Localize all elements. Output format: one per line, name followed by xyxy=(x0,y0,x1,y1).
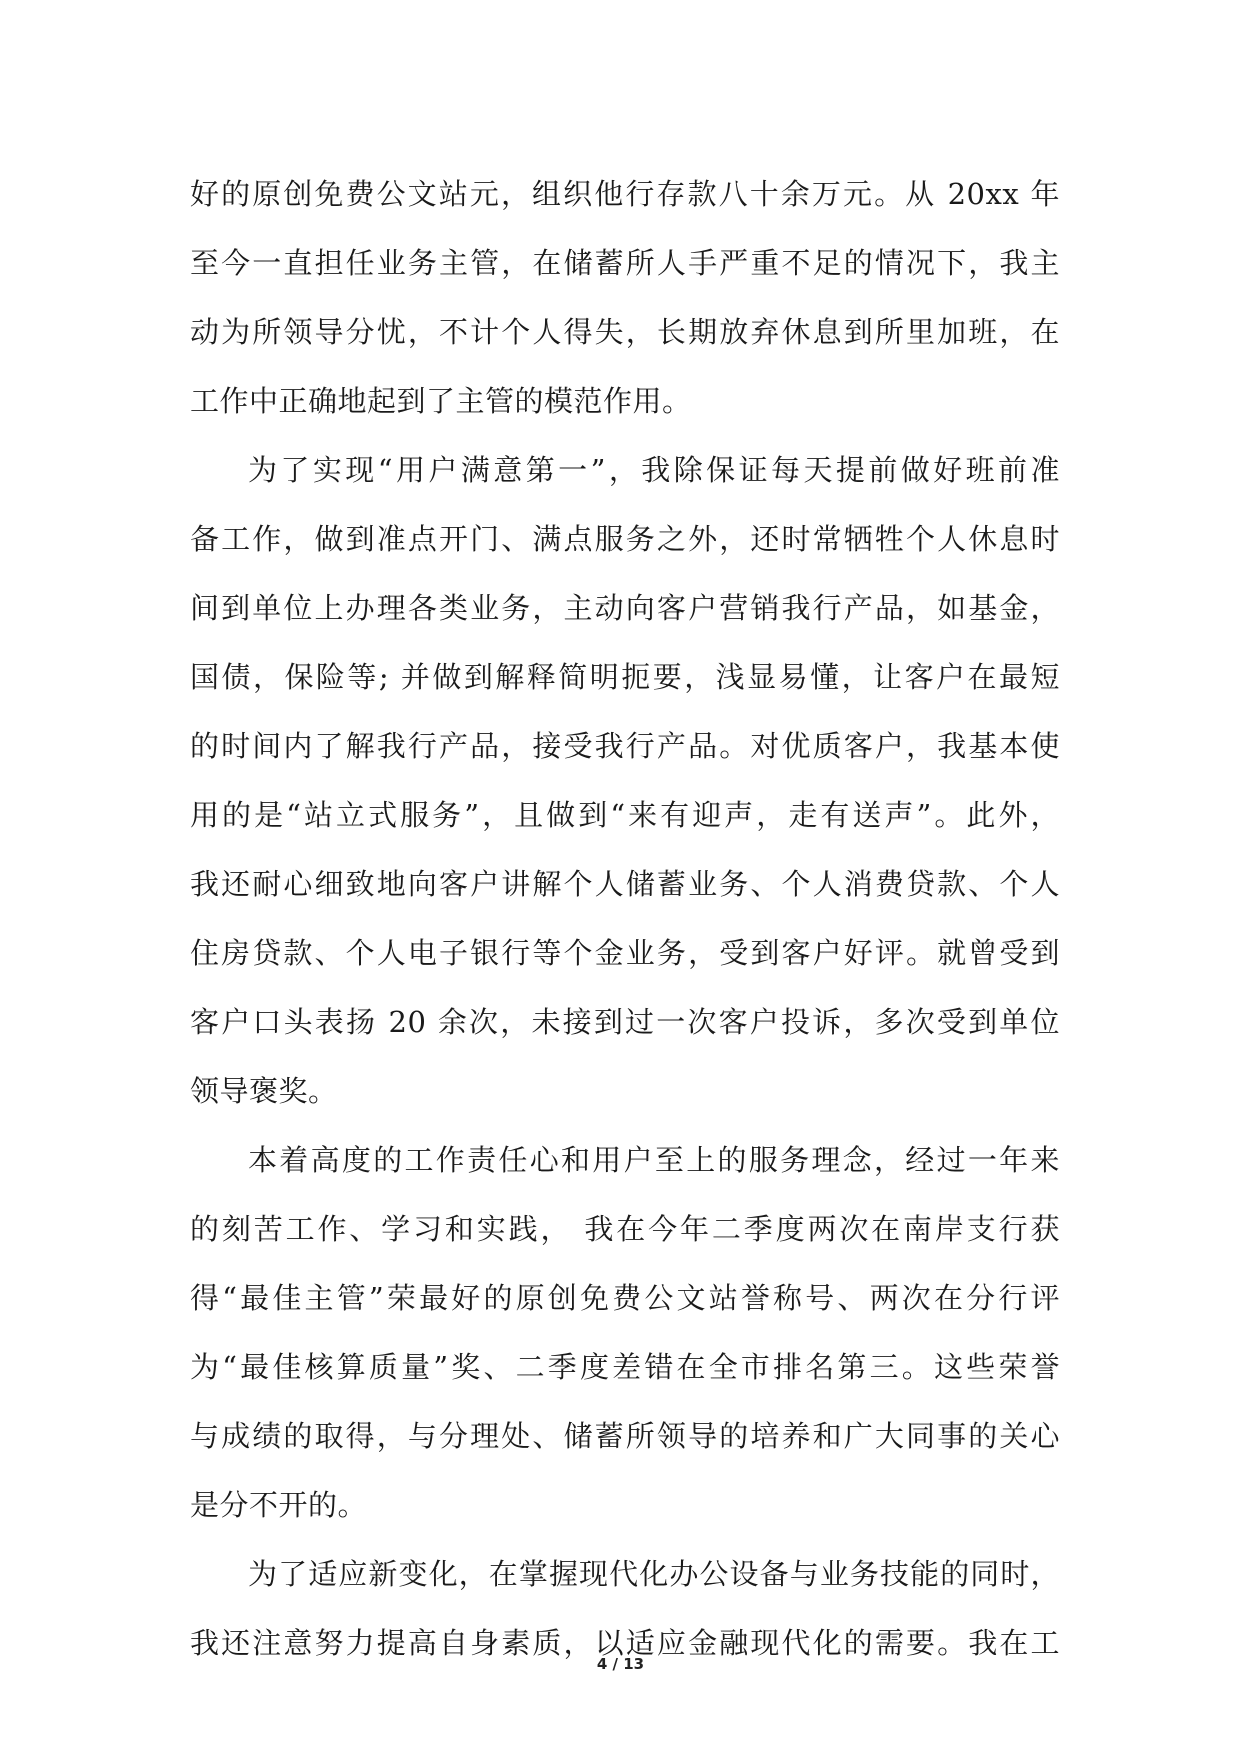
page-number: 4 / 13 xyxy=(596,1655,645,1673)
text-line: 的刻苦工作、学习和实践， 我在今年二季度两次在南岸支行获 xyxy=(190,1212,1060,1246)
text-line: 动为所领导分忧，不计个人得失，长期放弃休息到所里加班，在 xyxy=(190,315,1060,349)
text-line: 住房贷款、个人电子银行等个金业务，受到客户好评。就曾受到 xyxy=(190,936,1060,970)
text-line: 本着高度的工作责任心和用户至上的服务理念，经过一年来 xyxy=(248,1143,1060,1177)
text-line: 工作中正确地起到了主管的模范作用。 xyxy=(190,384,692,418)
text-line: 至今一直担任业务主管，在储蓄所人手严重不足的情况下，我主 xyxy=(190,246,1060,280)
text-line: 与成绩的取得，与分理处、储蓄所领导的培养和广大同事的关心 xyxy=(190,1419,1060,1453)
text-line: 用的是“站立式服务”，且做到“来有迎声，走有送声”。此外， xyxy=(190,798,1060,832)
text-line: 为“最佳核算质量”奖、二季度差错在全市排名第三。这些荣誉 xyxy=(190,1350,1060,1384)
text-line: 好的原创免费公文站元，组织他行存款八十余万元。从 20xx 年 xyxy=(190,177,1060,211)
text-line: 得“最佳主管”荣最好的原创免费公文站誉称号、两次在分行评 xyxy=(190,1281,1060,1315)
text-line: 客户口头表扬 20 余次，未接到过一次客户投诉，多次受到单位 xyxy=(190,1005,1060,1039)
text-line: 为了实现“用户满意第一”，我除保证每天提前做好班前准 xyxy=(248,453,1060,487)
paragraph xyxy=(190,436,1060,1126)
text-line: 间到单位上办理各类业务，主动向客户营销我行产品，如基金， xyxy=(190,591,1060,625)
paragraph xyxy=(190,1126,1060,1540)
document-body xyxy=(190,160,1060,1678)
text-line: 我还注意努力提高自身素质，以适应金融现代化的需要。我在工 xyxy=(190,1626,1060,1660)
text-line: 是分不开的。 xyxy=(190,1488,368,1522)
text-line: 备工作，做到准点开门、满点服务之外，还时常牺牲个人休息时 xyxy=(190,522,1060,556)
text-line: 为了适应新变化，在掌握现代化办公设备与业务技能的同时， xyxy=(248,1557,1060,1591)
text-line: 的时间内了解我行产品，接受我行产品。对优质客户，我基本使 xyxy=(190,729,1060,763)
text-line: 我还耐心细致地向客户讲解个人储蓄业务、个人消费贷款、个人 xyxy=(190,867,1060,901)
text-line: 领导褒奖。 xyxy=(190,1074,338,1108)
paragraph xyxy=(190,160,1060,436)
text-line: 国债，保险等; 并做到解释简明扼要，浅显易懂，让客户在最短 xyxy=(190,660,1060,694)
